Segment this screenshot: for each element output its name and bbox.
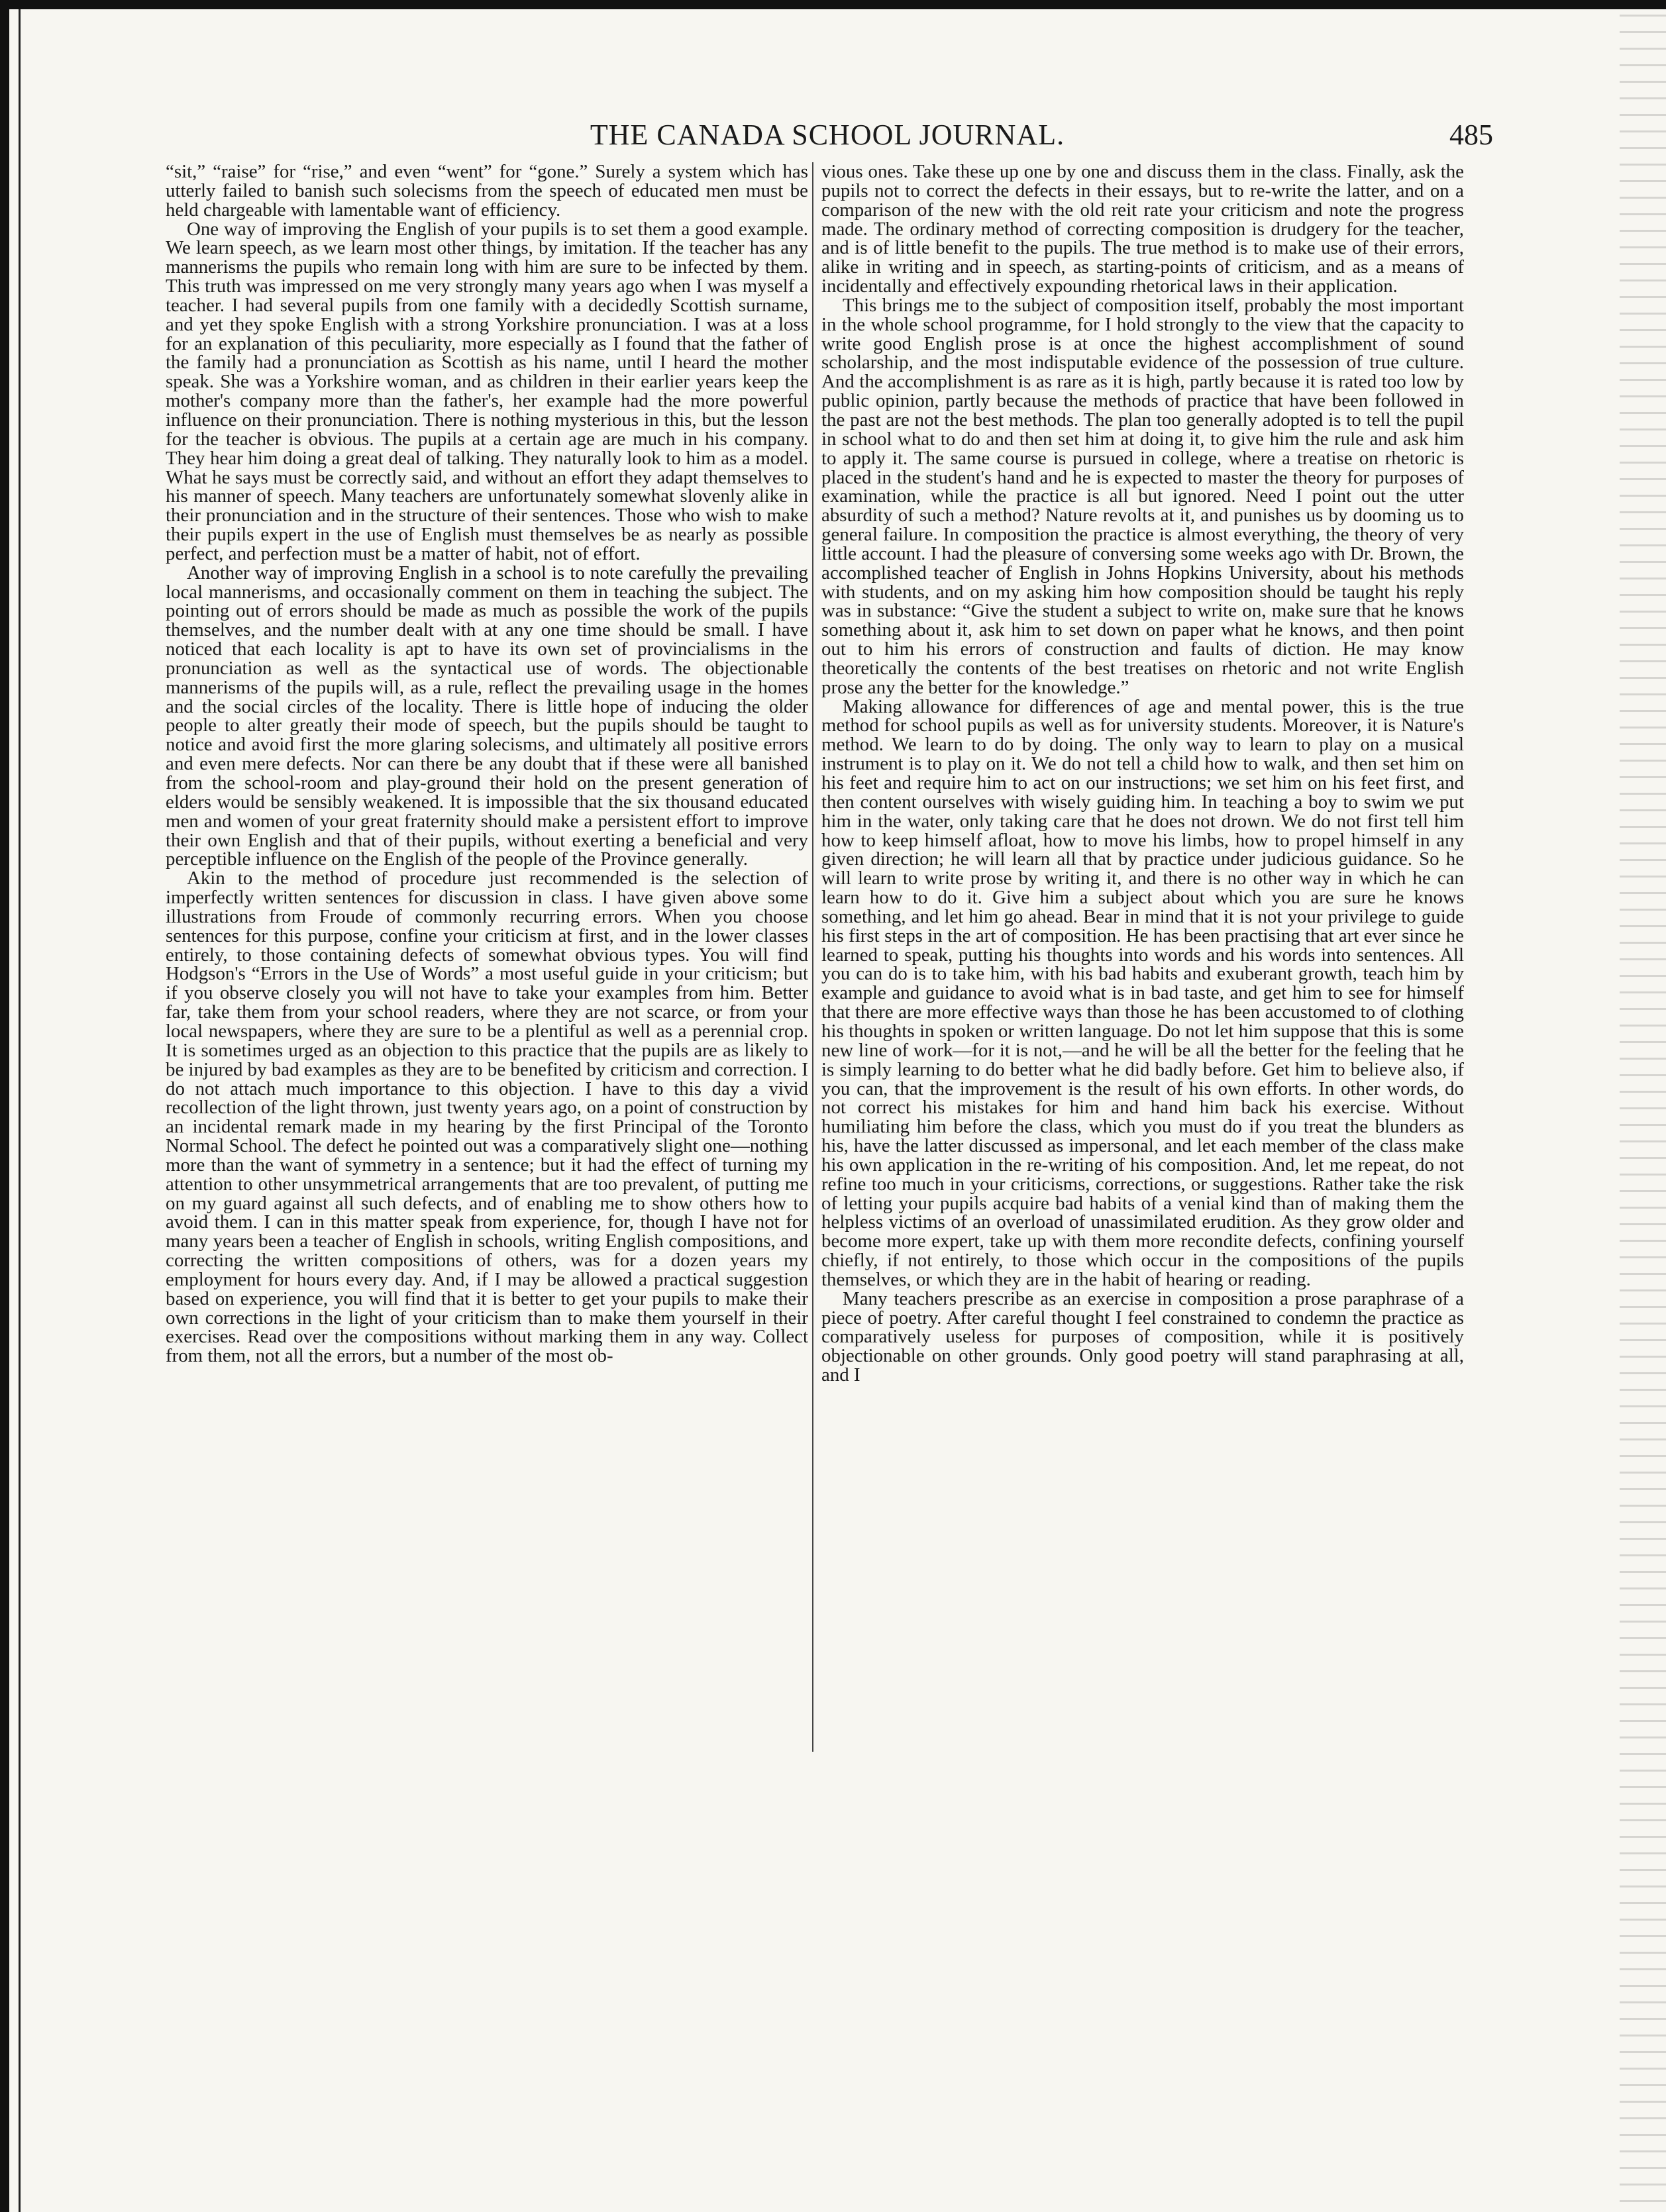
top-border <box>0 0 1666 9</box>
paragraph: “sit,” “raise” for “rise,” and even “went” for “gone.” Surely a system which has utterly failed to banish such solecisms from the speech of educated men must be held chargeable with lamentable want of efficiency. <box>166 161 808 221</box>
column-divider <box>812 162 813 1752</box>
left-border-line <box>19 9 21 2212</box>
paragraph: Another way of improving English in a school is to note carefully the prevailing local mannerisms, and occasionally comment on them in teaching the subject. The pointing out of errors should be made as much as possible the work of the pupils themselves, and the number dealt with at any one time should be small. I have noticed that each locality is apt to have its own set of provincialisms in the pronunciation as well as the syntactical use of words. The objectionable mannerisms of the pupils will, as a rule, reflect the prevailing usage in the homes and the social circles of the locality. There is little hope of inducing the older people to alter greatly their mode of speech, but the pupils should be taught to notice and avoid first the more glaring solecisms, and ultimately all positive errors and even mere defects. Nor can there be any doubt that if these were all banished from the school-room and play-ground their hold on the present generation of elders would be sensibly weakened. It is impossible that the six thousand educated men and women of your great fraternity should make a persistent effort to improve their own English and that of their pupils, without exerting a beneficial and very perceptible influence on the English of the people of the Province generally. <box>166 562 808 870</box>
paragraph: Many teachers prescribe as an exercise in composition a prose paraphrase of a piece of poetry. After careful thought I feel constrained to condemn the practice as comparatively useless for purposes of composition, while it is positively objectionable on other grounds. Only good poetry will stand paraphrasing at all, and I <box>821 1287 1464 1386</box>
left-column <box>166 162 808 1366</box>
page-header <box>162 118 1493 156</box>
running-head: THE CANADA SCHOOL JOURNAL. <box>590 119 1065 151</box>
right-column <box>821 162 1464 1385</box>
left-border <box>0 0 9 2212</box>
right-edge-noise <box>1620 0 1666 2212</box>
paragraph: Akin to the method of procedure just recommended is the selection of imperfectly written sentences for discussion in class. I have given above some illustrations from Froude of commonly recurring errors. When you choose sentences for this purpose, confine your criticism at first, and in the lower classes entirely, to those containing defects of somewhat obvious types. You will find Hodgson's “Errors in the Use of Words” a most useful guide in your criticism; but if you observe closely you will not have to take your examples from him. Better far, take them from your school readers, where they are not scarce, or from your local newspapers, where they are sure to be a plentiful as well as a perennial crop. It is sometimes urged as an objection to this practice that the pupils are as likely to be injured by bad examples as they are to be benefited by criticism and correction. I do not attach much importance to this objection. I have to this day a vivid recollection of the light thrown, just twenty years ago, on a point of construction by an incidental remark made in my hearing by the first Principal of the Toronto Normal School. The defect he pointed out was a comparatively slight one—nothing more than the want of symmetry in a sentence; but it had the effect of turning my attention to other unsymmetrical arrangements that are too prevalent, of putting me on my guard against all such defects, and of enabling me to show others how to avoid them. I can in this matter speak from experience, for, though I have not for many years been a teacher of English in schools, writing English compositions, and correcting the written compositions of others, was for a dozen years my employment for hours every day. And, if I may be allowed a practical suggestion based on experience, you will find that it is better to get your pupils to make their own corrections in the light of your criticism than to make them yourself in their exercises. Read over the compositions without marking them in any way. Collect from them, not all the errors, but a number of the most ob- <box>166 868 808 1367</box>
paragraph: Making allowance for differences of age and mental power, this is the true method for school pupils as well as for university students. Moreover, it is Nature's method. We learn to do by doing. The only way to learn to play on a musical instrument is to play on it. We do not tell a child how to walk, and then set him on his feet and require him to act on our instructions; we set him on his feet first, and then content ourselves with wisely guiding him. In teaching a boy to swim we put him in the water, only taking care that he does not drown. We do not first tell him how to keep himself afloat, how to move his limbs, how to propel himself in any given direction; he will learn all that by practice under judicious guidance. So he will learn to write prose by writing it, and there is no other way in which he can learn how to do it. Give him a subject about which you are sure he knows something, and let him go ahead. Bear in mind that it is not your privilege to guide his first steps in the art of composition. He has been practising that art ever since he learned to speak, putting his thoughts into words and his words into sentences. All you can do is to take him, with his bad habits and exuberant growth, teach him by example and guidance to avoid what is in bad taste, and get him to see for himself that there are more effective ways than those he has been accustomed to of clothing his thoughts in spoken or written language. Do not let him suppose that this is some new line of work—for it is not,—and he will be all the better for the feeling that he is simply learning to do better what he did badly before. Get him to believe also, if you can, that the improvement is the result of his own efforts. In other words, do not correct his mistakes for him and hand him back his exercise. Without humiliating him before the class, which you must do if you treat the blunders as his, have the latter discussed as impersonal, and let each member of the class make his own application in the re-writing of his composition. And, let me repeat, do not refine too much in your criticisms, corrections, or suggestions. Rather take the risk of letting your pupils acquire bad habits of a venial kind than of making them the helpless victims of an overload of unassimilated erudition. As they grow older and become more expert, take up with them more recondite defects, confining yourself chiefly, if not entirely, to those which occur in the compositions of the pupils themselves, or which they are in the habit of hearing or reading. <box>821 695 1464 1290</box>
paragraph: vious ones. Take these up one by one and discuss them in the class. Finally, ask the pupils not to correct the defects in their essays, but to re-write the latter, and on a comparison of the new with the old reit rate your criticism and note the progress made. The ordinary method of correcting composition is drudgery for the teacher, and is of little benefit to the pupils. The true method is to make use of their errors, alike in writing and in speech, as starting-points of criticism, and as a means of incidentally and effectively expounding rhetorical laws in their application. <box>821 161 1464 297</box>
paragraph: This brings me to the subject of composition itself, probably the most important in the whole school programme, for I hold strongly to the view that the capacity to write good English prose is at once the highest accomplishment of sound scholarship, and the most indisputable evidence of the possession of true culture. And the accomplishment is as rare as it is high, partly because it is rated too low by public opinion, partly because the methods of practice that have been followed in the past are not the best methods. The plan too generally adopted is to tell the pupil in school what to do and then set him at doing it, to give him the rule and ask him to apply it. The same course is pursued in college, where a treatise on rhetoric is placed in the student's hand and he is expected to master the theory for purposes of examination, while the practice is all but ignored. Need I point out the utter absurdity of such a method? Nature revolts at it, and punishes us by dooming us to general failure. In composition the practice is almost everything, the theory of very little account. I had the pleasure of conversing some weeks ago with Dr. Brown, the accomplished teacher of English in Johns Hopkins University, about his methods with students, and on my asking him how composition should be taught his reply was in substance: “Give the student a subject to write on, make sure that he knows something about it, ask him to set down on paper what he knows, and then point out to him his errors of construction and faults of diction. He may know theoretically the contents of the best treatises on rhetoric and not write English prose any the better for the knowledge.” <box>821 294 1464 698</box>
paragraph: One way of improving the English of your pupils is to set them a good example. We learn speech, as we learn most other things, by imitation. If the teacher has any mannerisms the pupils who remain long with him are sure to be infected by them. This truth was impressed on me very strongly many years ago when I was myself a teacher. I had several pupils from one family with a decidedly Scottish surname, and yet they spoke English with a strong Yorkshire pronunciation. I was at a loss for an explanation of this peculiarity, more especially as I found that the father of the family had a pronunciation as Scottish as his name, until I heard the mother speak. She was a Yorkshire woman, and as children in their earlier years keep the mother's company more than the father's, her example had the more powerful influence on their pronunciation. There is nothing mysterious in this, but the lesson for the teacher is obvious. The pupils at a certain age are much in his company. They hear him doing a great deal of talking. They naturally look to him as a model. What he says must be correctly said, and without an effort they adapt themselves to his manner of speech. Many teachers are unfortunately somewhat slovenly alike in their pronunciation and in the structure of their sentences. Those who wish to make their pupils expert in the use of English must themselves be as nearly as possible perfect, and perfection must be a matter of habit, not of effort. <box>166 218 808 564</box>
page-number: 485 <box>1449 119 1493 151</box>
